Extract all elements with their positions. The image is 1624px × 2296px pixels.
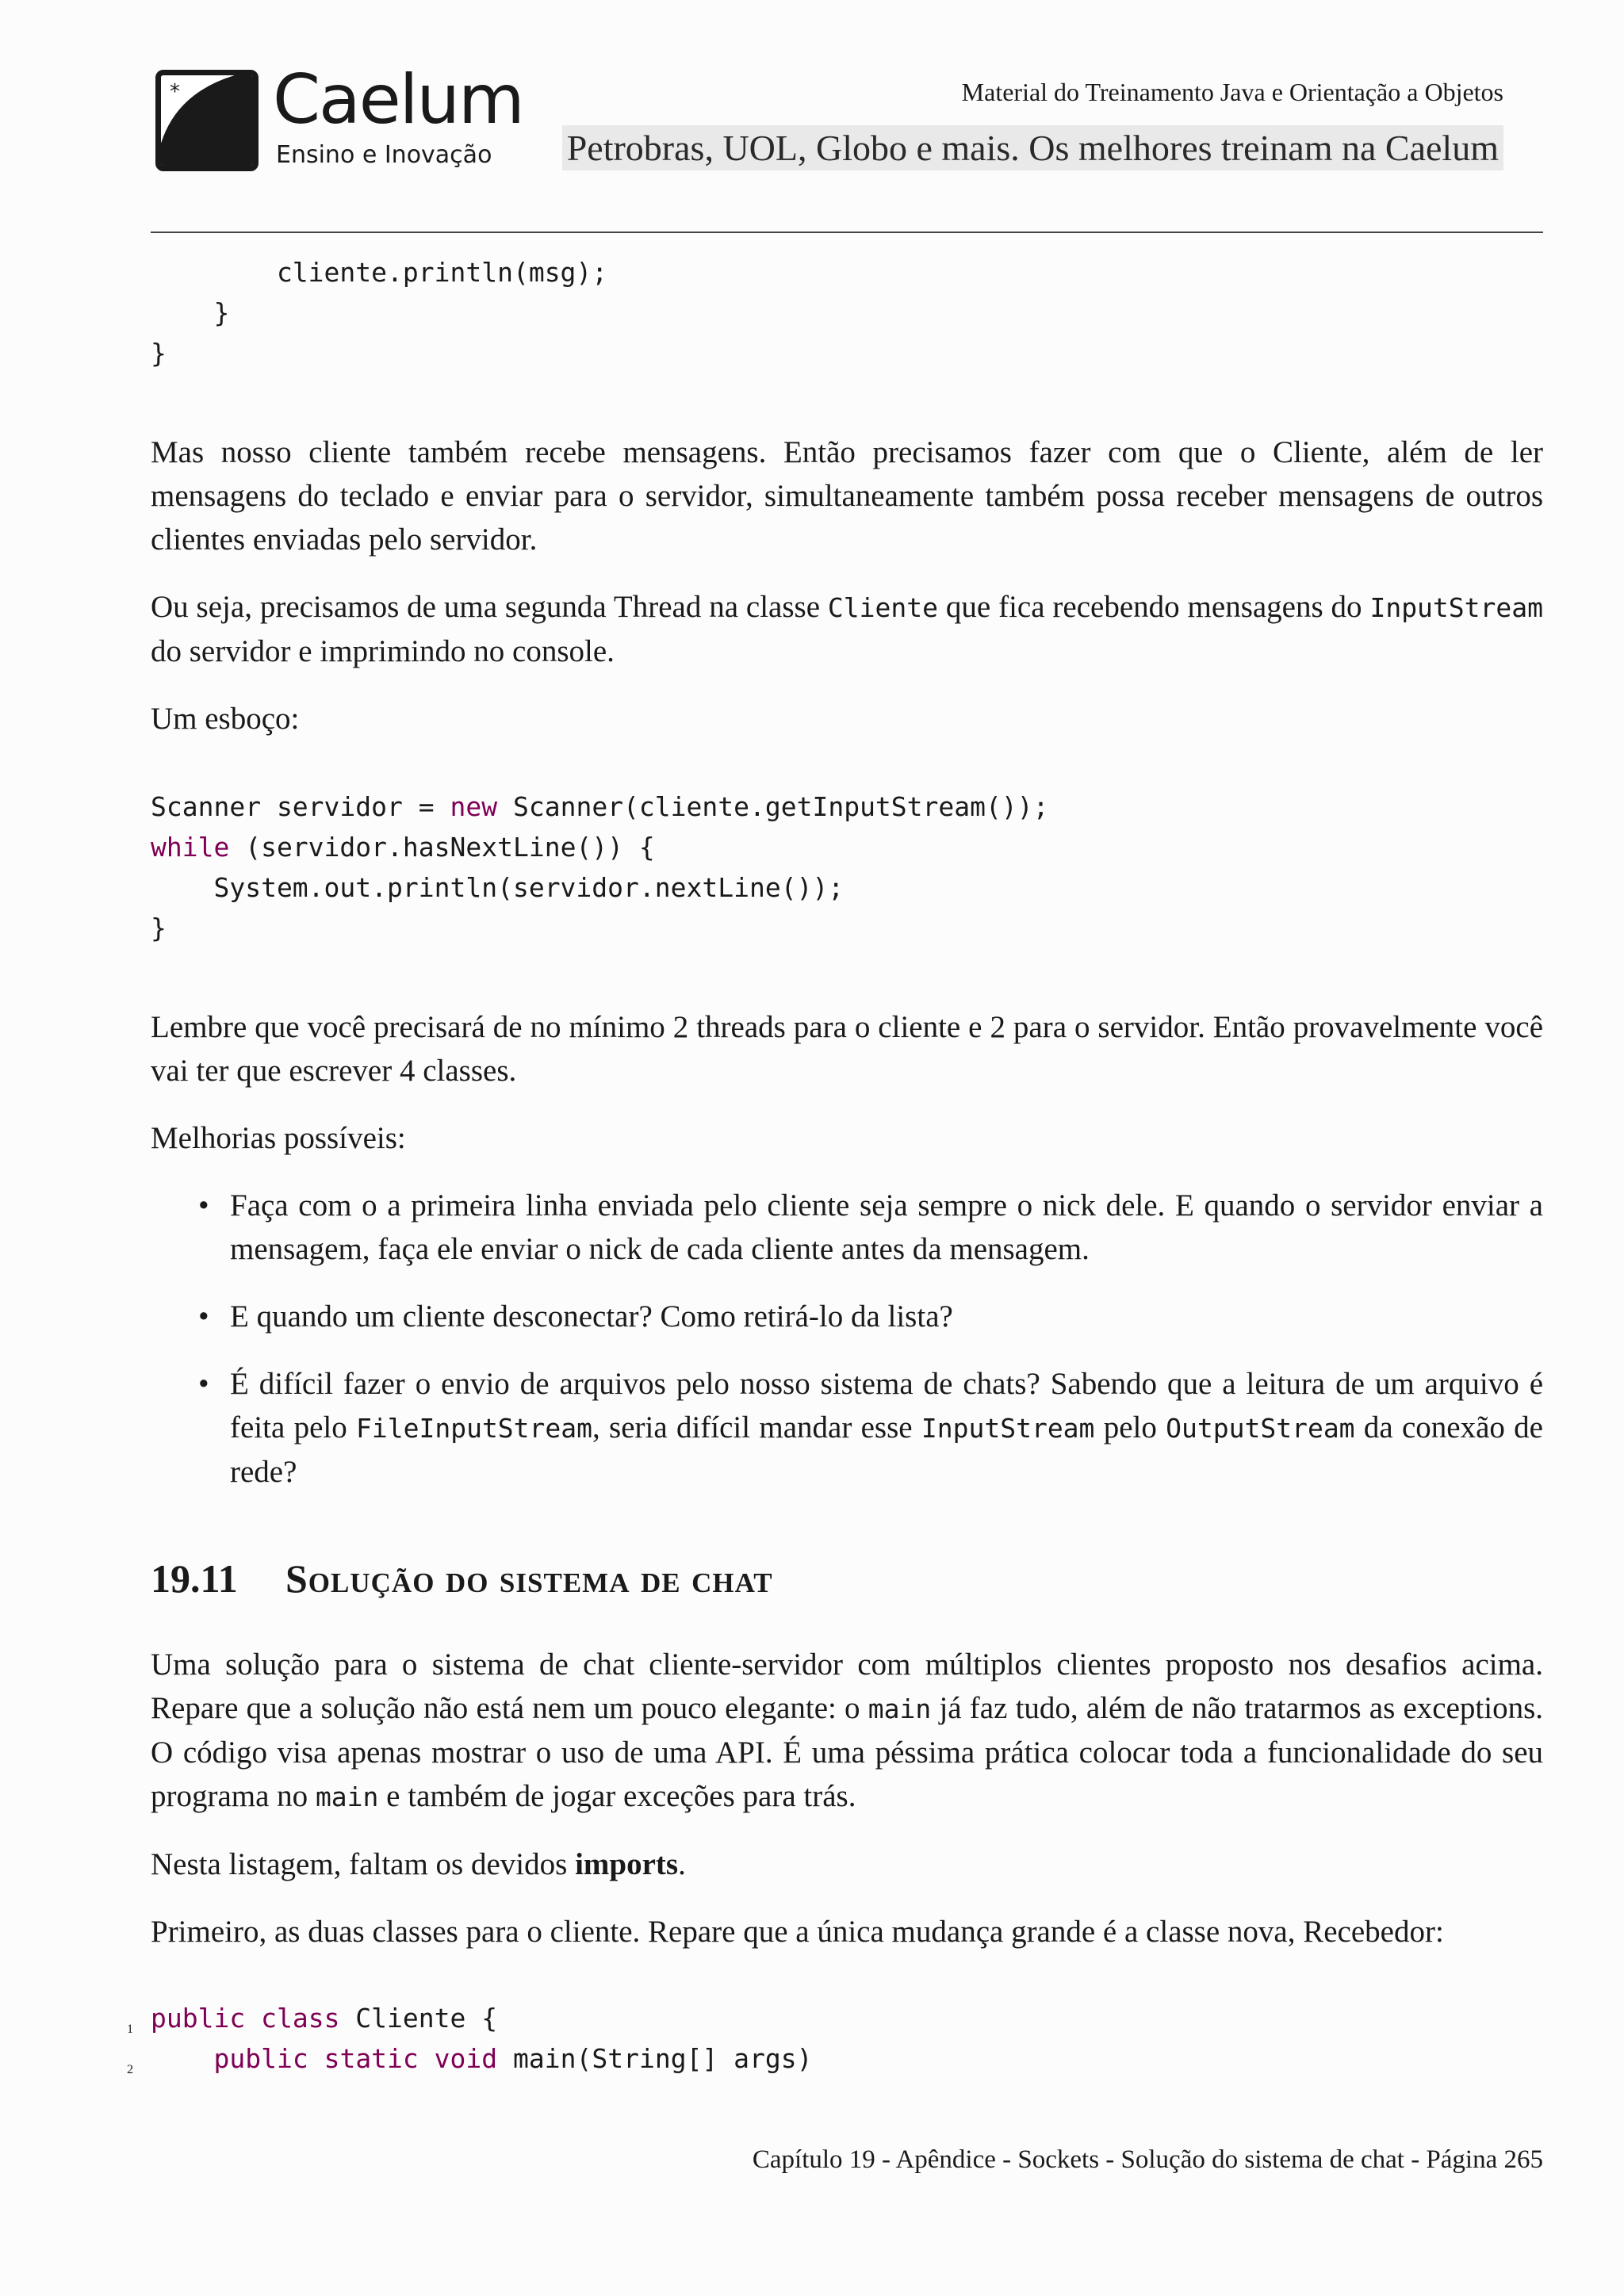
paragraph: Primeiro, as duas classes para o cliente. Repare que a única mudança grande é a classe nova, Recebedor: <box>151 1915 1444 1949</box>
line-number: 2 <box>127 2063 133 2076</box>
inline-code: InputStream <box>1369 592 1543 623</box>
paragraph: Nesta listagem, faltam os devidos imports. <box>151 1847 686 1881</box>
inline-code: InputStream <box>921 1413 1095 1444</box>
line-number: 1 <box>127 2022 133 2036</box>
code-line: } <box>151 297 230 328</box>
paragraph: Um esboço: <box>151 702 300 736</box>
code-block-sketch: Scanner servidor = new Scanner(cliente.getInputStream()); while (servidor.hasNextLine()) { System.out.println(servidor.nextLine()); } <box>151 791 1049 943</box>
code-line: 2 public static void main(String[] args) <box>151 2038 1543 2079</box>
paragraph: Mas nosso cliente também recebe mensagens. Então precisamos fazer com que o Cliente, além de ler mensagens do teclado e enviar para o servidor, simultaneamente também possa receber mensagens de outros clientes enviadas pelo servidor. <box>151 435 1543 557</box>
course-title: Material do Treinamento Java e Orientação a Objetos <box>961 78 1503 106</box>
logo-mark-icon <box>155 70 259 171</box>
paragraph: Uma solução para o sistema de chat cliente-servidor com múltiplos clientes proposto nos desafios acima. Repare que a solução não está nem um pouco elegante: o main já faz tudo, além de não tratarmos as exceptions. O código visa apenas mostrar o uso de uma API. É uma péssima prática colocar toda a funcionalidade do seu programa no main e também de jogar exceções para trás. <box>151 1647 1544 1813</box>
bold-text: imports <box>575 1847 679 1881</box>
paragraph: Lembre que você precisará de no mínimo 2 threads para o cliente e 2 para o servidor. Então provavelmente você vai ter que escrever 4 classes. <box>151 1010 1543 1088</box>
list-item: • É difícil fazer o envio de arquivos pelo nosso sistema de chats? Sabendo que a leitura de um arquivo é feita pelo FileInputStream, seria difícil mandar esse InputStream pelo OutputStream da conexão de rede? <box>230 1362 1543 1494</box>
header-banner: Petrobras, UOL, Globo e mais. Os melhores treinam na Caelum <box>562 125 1503 170</box>
list-item: • Faça com o a primeira linha enviada pelo cliente seja sempre o nick dele. E quando o servidor enviar a mensagem, faça ele enviar o nick de cada cliente antes da mensagem. <box>230 1184 1543 1271</box>
code-line: 1 public class Cliente { <box>151 1998 1543 2038</box>
paragraph: Melhorias possíveis: <box>151 1121 406 1155</box>
inline-code: main <box>315 1781 379 1812</box>
page-footer: Capítulo 19 - Apêndice - Sockets - Solução do sistema de chat - Página 265 <box>752 2145 1543 2174</box>
logo-name: Caelum <box>273 60 523 140</box>
section-number: 19.11 <box>151 1556 238 1601</box>
svg-text:*: * <box>170 80 180 104</box>
code-listing <box>127 1998 1543 2079</box>
section-heading <box>151 1556 1543 1601</box>
inline-code: Cliente <box>827 592 938 623</box>
inline-code: OutputStream <box>1166 1413 1355 1444</box>
inline-code: FileInputStream <box>356 1413 593 1444</box>
page-content <box>127 252 1544 2079</box>
logo-tagline: Ensino e Inovação <box>276 141 492 169</box>
header-rule <box>151 232 1543 233</box>
code-block-top <box>151 252 1543 373</box>
caelum-logo <box>155 60 523 184</box>
paragraph: Ou seja, precisamos de uma segunda Thread na classe Cliente que fica recebendo mensagens do InputStream do servidor e imprimindo no console. <box>151 590 1543 668</box>
code-line: cliente.println(msg); <box>151 257 608 288</box>
code-line: } <box>151 338 167 369</box>
section-title: Solução do sistema de chat <box>285 1556 773 1601</box>
improvements-list <box>151 1184 1543 1494</box>
inline-code: main <box>868 1693 932 1724</box>
list-item: • E quando um cliente desconectar? Como retirá-lo da lista? <box>230 1295 1543 1338</box>
